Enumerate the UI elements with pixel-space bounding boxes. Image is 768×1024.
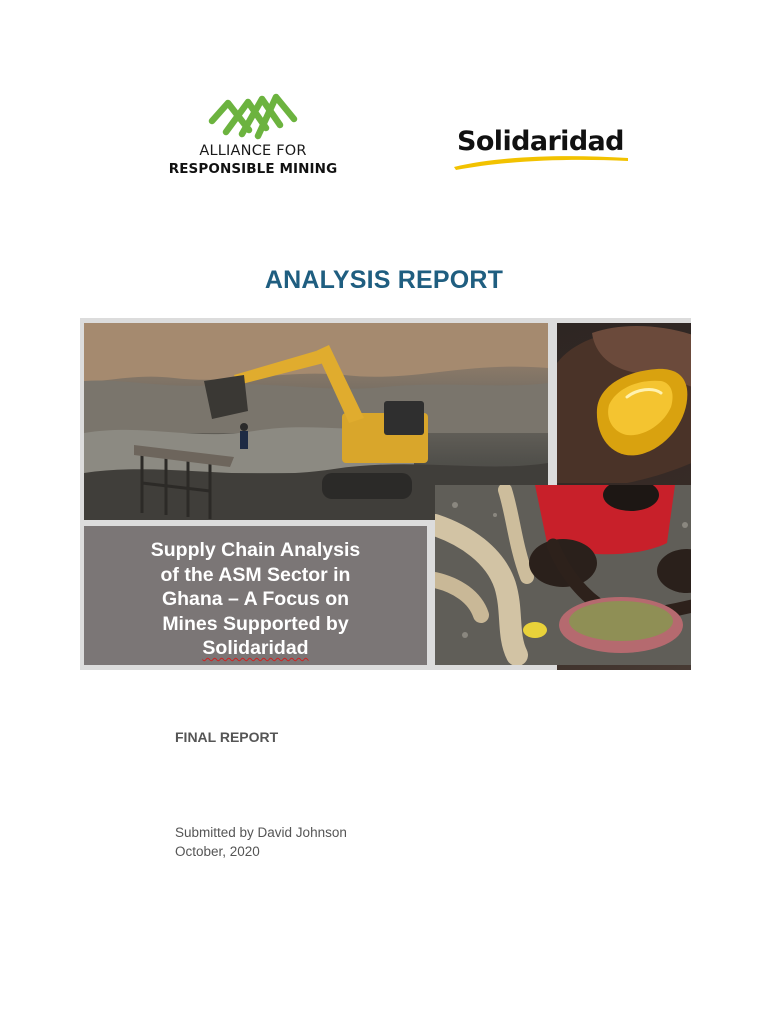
caption-line-4: Mines Supported by: [162, 612, 349, 635]
gold-panning-photo: [435, 485, 691, 665]
solidaridad-swoosh-icon: [452, 152, 634, 170]
arm-logo-line-1: ALLIANCE FOR: [199, 143, 307, 159]
report-date: October, 2020: [175, 844, 260, 859]
caption-line-5: Solidaridad: [202, 637, 309, 659]
caption-line-1: Supply Chain Analysis: [150, 539, 361, 561]
gold-nugget-illustration-icon: [557, 323, 691, 483]
gold-panning-illustration-icon: [435, 485, 691, 665]
cover-image-collage: [80, 318, 691, 670]
alliance-for-responsible-mining-logo: [150, 88, 356, 180]
submitted-by-text: Submitted by David Johnson: [175, 825, 347, 840]
solidaridad-logo-text: Solidaridad: [457, 126, 624, 157]
cover-caption-box: [84, 526, 427, 665]
caption-line-3: Ghana – A Focus on: [161, 588, 350, 610]
report-type-label: FINAL REPORT: [175, 729, 279, 745]
arm-stripes-logo-icon: [206, 88, 298, 142]
caption-line-2: of the ASM Sector in: [160, 563, 351, 586]
cover-caption: [92, 538, 419, 661]
solidaridad-logo: [452, 122, 634, 174]
arm-logo-line-2: RESPONSIBLE MINING: [168, 161, 338, 177]
report-title: ANALYSIS REPORT: [264, 266, 504, 294]
